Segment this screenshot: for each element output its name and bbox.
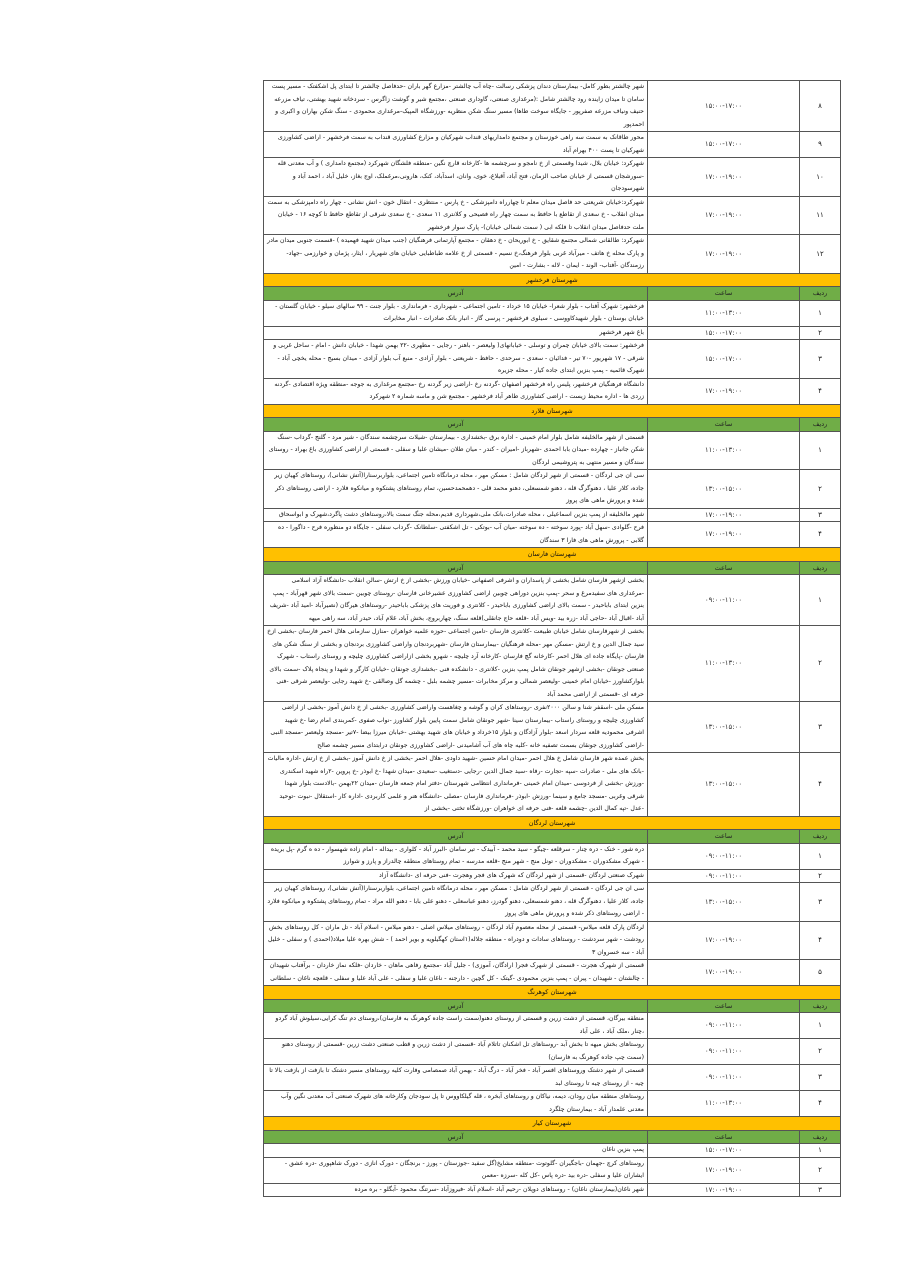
address: محور طاقانک به سمت سه راهی خوزستان و مجتمع دامداریهای قنداب شهرکیان و مزارع کشاورزی قنداب به سمت فرخشهر - اراضی کشاورزی شهرکیان تا پست ۴۰۰ بهرام آباد bbox=[264, 132, 648, 158]
section-header bbox=[264, 1117, 841, 1131]
table-row bbox=[264, 431, 841, 470]
address: مسکن ملی -اسقفر شنا و سالن ۲۰۰۰نفری -روستاهای کران و گوشه و چغاهست واراضی کشاورزی -بخشی از خ دانش آموز -بخشی از اراضی کشاورزی چلیچه و روستای راستاب -بیمارستان سینا -شهر جونقان شامل سمت پایین بلوار کشاورز -نواب صفوی -کمربندی امام رضا -خ شهید اشرفی محمودیه قلعه سردار اسعد -بلوار آزادگان و بلوار ۱۵خرداد و خیابان های شهید بهشتی -خیابان میرزا بیضا -۷تیر -مسجد ولیعصر -مسجد النبی -اراضی کشاورزی جونقان بسمت تصفیه خانه -کلیه چاه های آب آشامیدنی -اراضی کشاورزی جونقان درابتدای مسیر چشمه صالح bbox=[264, 702, 648, 753]
table-row bbox=[264, 1013, 841, 1039]
column-header-row-number: ردیف bbox=[800, 418, 841, 432]
table-row bbox=[264, 508, 841, 522]
column-header-time: ساعت bbox=[648, 418, 800, 432]
column-header-address: آدرس bbox=[264, 999, 648, 1013]
address: قسمتی از شهرک هجرت - قسمتی از شهرک فجر( ارادگان، آموزی) - جلیل آباد -مجتمع رفاهی ماهان - خاردان -فلکه نماز خاردان - برآفتاب شهیدان - چالشتان - شهیدان - پیران - پمپ بنزین محمودی -گیتک - کل گچین - دارجنه - ناغان علیا و سفلی - علی آباد علیا و سفلی - قلعچه ناغان - سلطانی bbox=[264, 960, 648, 986]
time-range: ۰۹:۰۰-۱۱:۰۰ bbox=[648, 1065, 800, 1091]
address: منطقه بیرگان، قسمتی از دشت زرین و قسمتی از روستای دهنو(سمت راست جاده کوهرنگ به فارسان)،روستای دم تنگ کرایی،سیلوش آباد گردو ،چنار ،ملک آباد ، علی آباد bbox=[264, 1013, 648, 1039]
row-number: ۲ bbox=[800, 470, 841, 509]
address: بخشی ازشهر فارسان شامل بخشی از پاسداران و اشرفی اصفهانی -خیابان ورزش -بخشی از خ ارتش -سالن انقلاب -دانشگاه آزاد اسلامی -مرغداری های سفیدمرغ و سحر -پمپ بنزین دوراهی چوبین اراضی کشاورزی عشیرخانی فارسان -روستای چوبین -سمت بالای شهر قهرآباد - پمپ بنزین ابتدای باباحیدر - سمت بالای اراضی کشاورزی باباحیدر - کلانتری و فوریت های پزشکی باباحیدر -روستاهای هیرگان (نصیرآباد -امید آباد -شریف آباد -اقبال آباد -حاجی آباد -زره بید -ویس آباد -قلعه حاج جانقلی)قلعه سنگ، چهاربروج، بخش آباد، غلام آباد، حیدر آباد، سه راهی میهه bbox=[264, 575, 648, 626]
address: بخشی از شهرفارسان شامل خیابان طبیعت -کلانتری فارسان -تامین اجتماعی -حوزه علمیه خواهران -منازل سازمانی هلال احمر فارسان -بخشی ازخ سید جمال الدین و خ ارتش -مسکن مهر -محله فرهنگیان -بیمارستان فارسان -شهربردنجان واراضی کشاورزی بردنجان و بخشی از سنگ شکن های فارسان -پایگاه جاده ای هلال احمر -کارخانه گچ فارسان -کارخانه آرد چلیچه - شهرو بخشی ازاراضی کشاورزی چلیچه و روستای راستاب - شهرک صنعتی جونقان -بخشی ازشهر جونقان شامل پمپ بنزین -کلانتری - دانشکده فنی -بخشداری جونقان -خیابان کارگر و شهدا و پنجاه پلاک -سمت بالای بلوارکشاورز -خیابان امام خمینی -ولیعصر شمالی و مرکز مخابرات -مسیر چشمه بلبل - چشمه گل وصالقی -خ شهید رجایی -ولیعصر شرقی -فنی حرفه ای -قسمتی از اراضی محمد آباد bbox=[264, 626, 648, 702]
time-range: ۱۱:۰۰-۱۳:۰۰ bbox=[648, 300, 800, 326]
table-row bbox=[264, 575, 841, 626]
row-number: ۱۲ bbox=[800, 235, 841, 274]
column-header-time: ساعت bbox=[648, 999, 800, 1013]
time-range: ۱۷:۰۰-۱۹:۰۰ bbox=[648, 921, 800, 960]
table-row bbox=[264, 1091, 841, 1117]
section-title: شهرستان کوهرنگ bbox=[264, 986, 841, 1000]
address: شهرک صنعتی لردگان -قسمتی از شهر لردگان که شهرک های فجر وهجرت -فنی حرفه ای -دانشگاه آزاد bbox=[264, 869, 648, 883]
time-range: ۱۵:۰۰-۱۷:۰۰ bbox=[648, 340, 800, 379]
address: باغ شهر فرخشهر bbox=[264, 326, 648, 340]
column-header-time: ساعت bbox=[648, 287, 800, 301]
column-header-row bbox=[264, 418, 841, 432]
table-row bbox=[264, 300, 841, 326]
address: قسمتی از شهر مالخلیفه شامل بلوار امام خمینی - اداره برق -بخشداری - بیمارستان -شیلات سرچشمه سندگان - شیر مرد - گلنج -گرداب -سنگ شکن جانباز - چهارده -میدان بابا احمدی -شهرباز -امیران - کندر - میان طلان -میشان علیا و سفلی - قسمتی از اراضی کشاورزی باغ بهراد - روستای سندگان و مسیر منتهی به پتروشیمی لردگان bbox=[264, 431, 648, 470]
address: فرح -گلوادی -سهل آباد -پورد سوخته - ده سوخته -میان آب -بوتکی - تل اشکفتی -سلطانک -گرداب سفلی - جایگاه دو منظوره فرح - داگورا - ده گلابی - پرورش ماهی های فارا ۳ سندگان bbox=[264, 522, 648, 548]
time-range: ۱۵:۰۰-۱۷:۰۰ bbox=[648, 326, 800, 340]
row-number: ۹ bbox=[800, 132, 841, 158]
time-range: ۱۵:۰۰-۱۷:۰۰ bbox=[648, 81, 800, 132]
section-header bbox=[264, 548, 841, 562]
address: لردگان پارک قلعه میلاس- قسمتی از محله معصوم آباد لردگان - روستاهای میلاس اصلی - دهنو میلاس - اسلام آباد - تل ماران - کل روستاهای بخش رودشت - شهر سردشت - روستاهای سادات و دودراه - منطقه جلاله(۱استان کهگیلویه و بویر احمد ) - شش بهره علیا میلاد(احمدی ) و سفلی - خلیل آباد - سه خسروان ۳ bbox=[264, 921, 648, 960]
row-number: ۱ bbox=[800, 1144, 841, 1158]
table-row bbox=[264, 235, 841, 274]
time-range: ۱۳:۰۰-۱۵:۰۰ bbox=[648, 702, 800, 753]
time-range: ۱۵:۰۰-۱۷:۰۰ bbox=[648, 132, 800, 158]
column-header-time: ساعت bbox=[648, 1130, 800, 1144]
table-row bbox=[264, 1039, 841, 1065]
time-range: ۱۳:۰۰-۱۵:۰۰ bbox=[648, 883, 800, 922]
column-header-address: آدرس bbox=[264, 287, 648, 301]
time-range: ۱۷:۰۰-۱۹:۰۰ bbox=[648, 378, 800, 404]
address: روستاهای منطقه میان رودان، دیمه، نیاکان و روستاهای آبخره ، قله گیلکاووس تا پل سودجان وکارخانه های شهرک صنعتی آب معدنی نگین وآب معدنی علمدار آباد - بیمارستان چلگرد bbox=[264, 1091, 648, 1117]
time-range: ۱۷:۰۰-۱۹:۰۰ bbox=[648, 960, 800, 986]
address: شهرکرد: طالقانی شمالی مجتمع شقایق - خ ابوریحان - خ دهقان - مجتمع آپارتمانی فرهنگیان (جنب میدان شهید فهمیده ) -قسمت جنوبی میدان مادر و پارک محله خ هاتف - میرآباد غربی بلوار فرهنگ،خ نسیم - قسمتی از خ علامه طباطبایی خیابان های شهریار ، ایثار، پژمان و خوارزمی -جهاد- رزمندگان -آفتاب- الوند - ایمان - لاله - بشارت - امین bbox=[264, 235, 648, 274]
time-range: ۱۳:۰۰-۱۵:۰۰ bbox=[648, 470, 800, 509]
row-number: ۱ bbox=[800, 431, 841, 470]
table-row bbox=[264, 753, 841, 817]
column-header-row bbox=[264, 561, 841, 575]
table-row bbox=[264, 702, 841, 753]
section-title: شهرستان فلارد bbox=[264, 404, 841, 418]
row-number: ۳ bbox=[800, 1065, 841, 1091]
time-range: ۰۹:۰۰-۱۱:۰۰ bbox=[648, 843, 800, 869]
table-row bbox=[264, 470, 841, 509]
row-number: ۳ bbox=[800, 340, 841, 379]
column-header-row-number: ردیف bbox=[800, 561, 841, 575]
section-header bbox=[264, 986, 841, 1000]
address: شهرکرد: خیابان بلال، شیدا وقسمتی از خ نامجو و سرچشمه ها -کارخانه قارچ نگین -منطقه فلشگان شهرکرد (مجتمع دامداری ) و آب معدنی قله -سورشجان قسمتی از خیابان صاحب الزمان، فتح آباد، آقبلاغ، خوی، وانان، اسدآباد، کنک، هارونی،مرغملک، اوج بغاز، خلیل آباد ، احمد آباد و شهرسودجان bbox=[264, 158, 648, 197]
section-title: شهرستان کیار bbox=[264, 1117, 841, 1131]
column-header-row-number: ردیف bbox=[800, 1130, 841, 1144]
table-row bbox=[264, 1144, 841, 1158]
column-header-row bbox=[264, 999, 841, 1013]
row-number: ۴ bbox=[800, 1091, 841, 1117]
time-range: ۱۱:۰۰-۱۳:۰۰ bbox=[648, 626, 800, 702]
row-number: ۸ bbox=[800, 81, 841, 132]
address: دانشگاه فرهنگیان فرخشهر، پلیس راه فرخشهر اصفهان -گردنه رخ -اراضی زیر گردنه رخ -مجتمع مرغداری به جوجه -منطقه ویژه اقتصادی -گردنه زردی ها - اداره محیط زیست - اراضی کشاورزی طاهر آباد فرخشهر - مجتمع شن و ماسه شماره ۲ شهرکرد bbox=[264, 378, 648, 404]
time-range: ۱۱:۰۰-۱۳:۰۰ bbox=[648, 431, 800, 470]
address: سی ان جی لردگان - قسمتی از شهر لردگان شامل : مسکن مهر ، محله درمانگاه تامین اجتماعی، بلواربرسنارا(آتش نشانی)، روستاهای کهیان زیر جاده، کلار علیا ، دهنوگرگ قله ، دهنو شمسعلی، دهنو محمد قلی - دهمحمدحسین، تمام روستاهای پشتکوه و میانکوه فلارد - اراضی روستاهای ذکر شده و پرورش ماهی های پروز bbox=[264, 470, 648, 509]
table-row bbox=[264, 883, 841, 922]
time-range: ۰۹:۰۰-۱۱:۰۰ bbox=[648, 1039, 800, 1065]
column-header-time: ساعت bbox=[648, 561, 800, 575]
row-number: ۱ bbox=[800, 575, 841, 626]
row-number: ۲ bbox=[800, 626, 841, 702]
address: دره شور - خنک - دره چنار - سرقلعه -چیگو - سید محمد - آبیدک - تیر سامان -البرز آباد - کلواری - بیداله - امام زاده شهسوار - ده ه گرم -پل بریده - شهرک مشکدوران - مشکدوران - تونل منج - شهر منج -قلعه مدرسه - تمام روستاهای منطقه چالدراز و پارز و شوارز bbox=[264, 843, 648, 869]
row-number: ۲ bbox=[800, 1039, 841, 1065]
row-number: ۴ bbox=[800, 522, 841, 548]
table-row bbox=[264, 921, 841, 960]
address: فرخشهر: شهرک آفتاب - بلوار شعرا- خیابان ۱۵ خرداد - تامین اجتماعی - شهرداری - فرمانداری - بلوار جنت - ۹۹ سالهای سیلو - خیابان گلستان - خیابان بوستان - بلوار شهیدکاووسی - سیلوی فرخشهر - پرسی گاز - انبار بانک صادرات - انبار مخابرات bbox=[264, 300, 648, 326]
time-range: ۱۷:۰۰-۱۹:۰۰ bbox=[648, 508, 800, 522]
address: شهرکرد:خیابان شریعتی حد فاصل میدان معلم تا چهارراه دامپزشکی - خ پارس - منتظری - انتقال خون - اتش نشانی - چهار راه دامپزشکی به سمت میدان انقلاب - خ سعدی از تقاطع با حافظ به سمت چهار راه فصیحی و کلانتری ۱۱ سعدی - خ سعدی شرقی از تقاطع حافظ تا کوچه ۱۶ - خیابان ملت حدفاصل میدان انقلاب تا فلکه ابی ( سمت شمالی خیابان)- پارک سوار فرخشهر bbox=[264, 196, 648, 235]
row-number: ۲ bbox=[800, 326, 841, 340]
row-number: ۴ bbox=[800, 753, 841, 817]
row-number: ۳ bbox=[800, 1183, 841, 1197]
time-range: ۰۹:۰۰-۱۱:۰۰ bbox=[648, 1013, 800, 1039]
row-number: ۵ bbox=[800, 960, 841, 986]
address: شهر مالخلیفه از پمپ بنزین اسماعیلی ، محله صادرات،بانک ملی،شهرداری قدیم،محله جنگ سمت بالا،روستاهای دشت پاگرد،شهرک و ابواسحاق bbox=[264, 508, 648, 522]
table-row bbox=[264, 843, 841, 869]
row-number: ۲ bbox=[800, 1157, 841, 1183]
row-number: ۴ bbox=[800, 378, 841, 404]
column-header-row-number: ردیف bbox=[800, 999, 841, 1013]
address: روستاهای کرچ -جهمان -باجگیران -گلوتوت -منطقه مشایخ(گل سفید -جوزستان - پورز - برنجگان - دورک انازی - دورک شاهپوری -دره عشق - ایشاران علیا و سفلی -دره بید -دره پاس -کل کله -سرزه -معمن bbox=[264, 1157, 648, 1183]
row-number: ۱۱ bbox=[800, 196, 841, 235]
section-header bbox=[264, 816, 841, 830]
row-number: ۱۰ bbox=[800, 158, 841, 197]
address: روستاهای بخش میهه تا بخش آبد -روستاهای تل اشکنان تاتلام آباد -قسمتی از دشت زرین و قطب صنعتی دشت زرین -قسمتی از روستای دهنو (سمت چپ جاده کوهرنگ به فارسان) bbox=[264, 1039, 648, 1065]
time-range: ۱۷:۰۰-۱۹:۰۰ bbox=[648, 1157, 800, 1183]
section-title: شهرستان لردگان bbox=[264, 816, 841, 830]
column-header-row-number: ردیف bbox=[800, 287, 841, 301]
time-range: ۰۹:۰۰-۱۱:۰۰ bbox=[648, 575, 800, 626]
table-row bbox=[264, 1157, 841, 1183]
row-number: ۱ bbox=[800, 300, 841, 326]
address: شهر چالشتر بطور کامل- بیمارستان دندان پزشکی رسالت -چاه آب چالشتر -مزارع گهر باران -حدفاصل چالشتر تا ابتدای پل اشکفتک - مسیر پست سامان تا میدان زاینده رود چالشتر شامل :(مرغداری صنعتی، گاوداری صنعتی ،مجتمع شیر و گوشت زاگرس - سردخانه شهید بهشتی، تیاف مزرعه حنیف ونیاف مزرعه صفرپور - جایگاه سوخت طاها) مسیر سنگ شکن منظریه -ورزشگاه المپیک-مرغداری محمودی - سنگ شکن بهاران و اکبری و احمدپور bbox=[264, 81, 648, 132]
time-range: ۱۵:۰۰-۱۷:۰۰ bbox=[648, 1144, 800, 1158]
section-header bbox=[264, 273, 841, 287]
address: بخش عمده شهر فارسان شامل خ هلال احمر -میدان امام حسین -شهید داودی -هلال احمر -بخشی از خ دانش آموز -بخشی از خ ارتش -اداره مالیات -بانک های ملی - صادرات -سپه -تجارت -رفاه -سید جمال الدین -رجایی -دستغیب -سعیدی -میدان شهدا -خ ابوذر -خ پروین -۲راه شهید اسکندری -ورزش -بخشی از فردوسی -میدان امام خمینی -فرمانداری انتظامی شهرستان -دفتر امام جمعه فارسان -میدان ۲۲بهمن -بالادست بلوار شهدا شرقی وغربی -مسجد جامع و سینما -ورزش -ابوذر -فرمانداری فارسان -مصلی -دانشگاه هنر و علمی کاربردی -اداره کار -استقلال -نبوت -توحید -عدل -تپه کمال الدین -چشمه قلعه -فنی حرفه ای خواهران -ورزشگاه تختی -بخشی از bbox=[264, 753, 648, 817]
table-row bbox=[264, 960, 841, 986]
row-number: ۲ bbox=[800, 869, 841, 883]
time-range: ۱۷:۰۰-۱۹:۰۰ bbox=[648, 1183, 800, 1197]
table-row bbox=[264, 378, 841, 404]
time-range: ۱۷:۰۰-۱۹:۰۰ bbox=[648, 158, 800, 197]
column-header-row bbox=[264, 830, 841, 844]
section-header bbox=[264, 404, 841, 418]
row-number: ۳ bbox=[800, 883, 841, 922]
time-range: ۰۹:۰۰-۱۱:۰۰ bbox=[648, 869, 800, 883]
address: شهر ناغان(بیمارستان ناغان) - روستاهای دوپلان -رحیم آباد -اسلام آباد -فیروزآباد -سرتنگ محمود -آبگلو - بره مرده bbox=[264, 1183, 648, 1197]
table-row bbox=[264, 340, 841, 379]
row-number: ۱ bbox=[800, 1013, 841, 1039]
table-row bbox=[264, 158, 841, 197]
column-header-row bbox=[264, 287, 841, 301]
address: پمپ بنزین ناغان bbox=[264, 1144, 648, 1158]
table-row bbox=[264, 132, 841, 158]
table-row bbox=[264, 869, 841, 883]
column-header-address: آدرس bbox=[264, 1130, 648, 1144]
section-title: شهرستان فرخشهر bbox=[264, 273, 841, 287]
row-number: ۱ bbox=[800, 843, 841, 869]
column-header-row bbox=[264, 1130, 841, 1144]
table-row bbox=[264, 626, 841, 702]
column-header-address: آدرس bbox=[264, 561, 648, 575]
row-number: ۳ bbox=[800, 508, 841, 522]
table-row bbox=[264, 522, 841, 548]
section-title: شهرستان فارسان bbox=[264, 548, 841, 562]
time-range: ۱۳:۰۰-۱۵:۰۰ bbox=[648, 753, 800, 817]
table-row bbox=[264, 196, 841, 235]
power-outage-schedule-table bbox=[263, 80, 841, 1197]
row-number: ۳ bbox=[800, 702, 841, 753]
column-header-address: آدرس bbox=[264, 830, 648, 844]
time-range: ۱۷:۰۰-۱۹:۰۰ bbox=[648, 235, 800, 274]
column-header-address: آدرس bbox=[264, 418, 648, 432]
column-header-row-number: ردیف bbox=[800, 830, 841, 844]
address: سی ان جی لردگان - قسمتی از شهر لردگان شامل : مسکن مهر ، محله درمانگاه تامین اجتماعی، بلواربرسنارا(آتش نشانی)، روستاهای کهیان زیر جاده، کلار علیا ، دهنوگرگ قله ، دهنو شمسعلی، دهنو گودرز، دهنو عباسعلی - دهنو علی بابا - دهنو الله مراد - تمام روستاهای پشتکوه و میانکوه فلارد - اراضی روستاهای ذکر شده و پرورش ماهی های پروز bbox=[264, 883, 648, 922]
time-range: ۱۷:۰۰-۱۹:۰۰ bbox=[648, 522, 800, 548]
time-range: ۱۷:۰۰-۱۹:۰۰ bbox=[648, 196, 800, 235]
table-row bbox=[264, 81, 841, 132]
table-row bbox=[264, 1065, 841, 1091]
row-number: ۴ bbox=[800, 921, 841, 960]
address: قسمتی از شهر دشتک وروستاهای افسر آباد - فخر آباد - درگ آباد - بهمن آباد صمصامی وفارت کلیه روستاهای مسیر دشتک تا بازفت از بازفت بالا تا چیه - از روستای چیه تا روستای لبد bbox=[264, 1065, 648, 1091]
address: فرخشهر: سمت بالای خیابان چمران و توسلی - خیابانهای( ولیعصر - باهنر - رجایی - مطهری -۲۲ بهمن شهدا - خیابان دانش - امام - ساحل غربی و شرقی - ۱۷ شهریور -۷۰ تیر - فدائیان - سعدی - سرحدی - حافظ - شریعتی - بلوار آزادی - منبع آب بلوار آزادی - میدان بسیج - محله یخچی آباد - شهرک قائمیه - پمپ بنزین ابتدای جاده کیار - محله جزیره bbox=[264, 340, 648, 379]
time-range: ۱۱:۰۰-۱۳:۰۰ bbox=[648, 1091, 800, 1117]
column-header-time: ساعت bbox=[648, 830, 800, 844]
table-row bbox=[264, 326, 841, 340]
table-row bbox=[264, 1183, 841, 1197]
